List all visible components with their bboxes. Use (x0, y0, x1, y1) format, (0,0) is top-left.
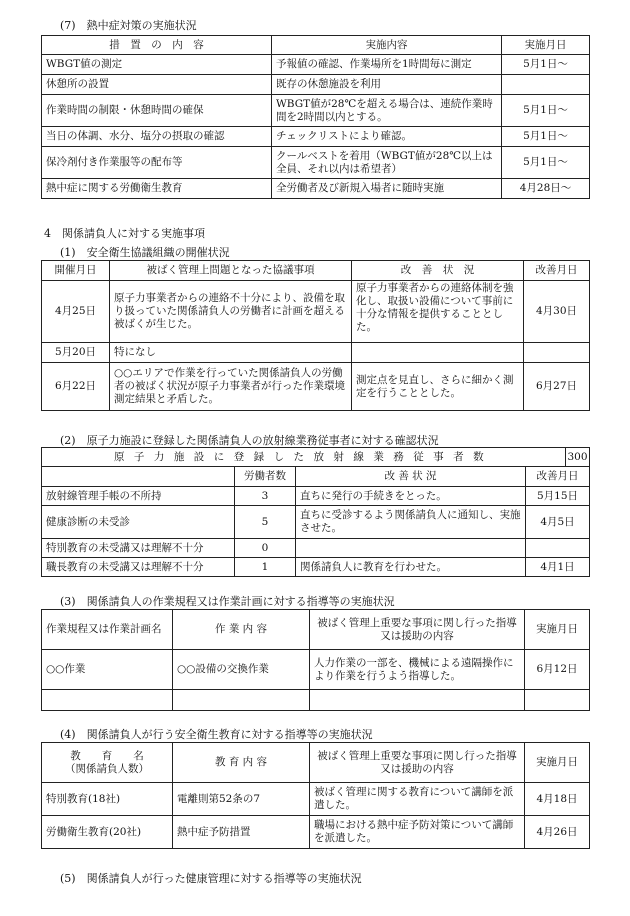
table-cell: 特別教育(18社) (42, 783, 173, 816)
table-cell: 4月25日 (42, 281, 110, 343)
table-cell: 電離則第52条の7 (173, 783, 310, 816)
worker-check-detail-table (41, 466, 590, 577)
table-cell: 職長教育の未受講又は理解不十分 (42, 558, 235, 577)
header-date: 実施月日 (525, 610, 590, 650)
worker-check-table (41, 447, 590, 467)
table-cell: 6月22日 (42, 363, 110, 411)
table-cell (525, 690, 590, 711)
table-cell: 労働衛生教育(20社) (42, 816, 173, 849)
table-cell: 特になし (110, 343, 352, 363)
table-cell: 5月1日～ (502, 95, 590, 127)
table-cell: 5 (235, 506, 296, 539)
table-cell (352, 343, 524, 363)
table-cell: 4月28日～ (502, 179, 590, 199)
section-4-5-title: (5) 関係請負人が行った健康管理に対する指導等の実施状況 (60, 872, 362, 885)
header-work-content: 作 業 内 容 (173, 610, 310, 650)
table-cell: 熱中症予防措置 (173, 816, 310, 849)
header-guidance: 被ばく管理上重要な事項に関し行った指導又は援助の内容 (310, 610, 525, 650)
table-cell: 原子力事業者からの連絡体制を強化し、取扱い設備について事前に十分な情報を提供することとした。 (352, 281, 524, 343)
header-improvement: 改 善 状 況 (296, 467, 526, 487)
table-cell: 放射線管理手帳の不所持 (42, 487, 235, 506)
section-4-4-title: (4) 関係請負人が行う安全衛生教育に対する指導等の実施状況 (60, 728, 373, 741)
table-cell: WBGT値の測定 (42, 55, 272, 75)
table-cell: 人力作業の一部を、機械による遠隔操作により作業を行うよう指導した。 (310, 650, 525, 690)
table-cell: WBGT値が28℃を超える場合は、連続作業時間を2時間以内とする。 (272, 95, 502, 127)
table-cell: 4月1日 (526, 558, 590, 577)
table-cell: 5月1日～ (502, 55, 590, 75)
header-measure: 措 置 の 内 容 (42, 36, 272, 55)
table-cell (173, 690, 310, 711)
table-cell: 4月30日 (524, 281, 590, 343)
header-workers: 労働者数 (235, 467, 296, 487)
header-plan-name: 作業規程又は作業計画名 (42, 610, 173, 650)
header-content: 実施内容 (272, 36, 502, 55)
table-cell: 既存の休憩施設を利用 (272, 75, 502, 95)
table-cell: 保冷剤付き作業服等の配布等 (42, 147, 272, 179)
table-cell: 健康診断の未受診 (42, 506, 235, 539)
table-cell: 0 (235, 539, 296, 558)
table-cell: ○○設備の交換作業 (173, 650, 310, 690)
table-cell (502, 75, 590, 95)
table-cell: 5月15日 (526, 487, 590, 506)
table-cell: 測定点を見直し、さらに細かく測定を行うこととした。 (352, 363, 524, 411)
table-cell: 被ばく管理に関する教育について講師を派遣した。 (310, 783, 525, 816)
table-cell: 作業時間の制限・休憩時間の確保 (42, 95, 272, 127)
registered-workers-label: 原子力施設に登録した放射線業務従事者数 (42, 448, 566, 467)
work-plan-guidance-table (41, 609, 590, 711)
header-improvement: 改 善 状 況 (352, 261, 524, 281)
table-cell: 1 (235, 558, 296, 577)
table-cell: チェックリストにより確認。 (272, 127, 502, 147)
section-4-3-title: (3) 関係請負人の作業規程又は作業計画に対する指導等の実施状況 (60, 595, 395, 608)
table-cell (524, 343, 590, 363)
header-date: 実施月日 (525, 743, 590, 783)
safety-council-table (41, 260, 590, 411)
table-cell: 当日の体調、水分、塩分の摂取の確認 (42, 127, 272, 147)
table-cell (296, 539, 526, 558)
header-blank (42, 467, 235, 487)
table-cell: 休憩所の設置 (42, 75, 272, 95)
table-cell: 直ちに発行の手続きをとった。 (296, 487, 526, 506)
table-cell (526, 539, 590, 558)
table-cell: 5月1日～ (502, 127, 590, 147)
table-cell: 全労働者及び新規入場者に随時実施 (272, 179, 502, 199)
table-cell: 直ちに受診するよう関係請負人に通知し、実施させた。 (296, 506, 526, 539)
header-date: 開催月日 (42, 261, 110, 281)
table-cell: 関係請負人に教育を行わせた。 (296, 558, 526, 577)
section-4-1-title: (1) 安全衛生協議組織の開催状況 (60, 246, 230, 259)
table-cell: 熱中症に関する労働衛生教育 (42, 179, 272, 199)
header-education-name: 教 育 名 （関係請負人数） (42, 743, 173, 783)
header-date: 実施月日 (502, 36, 590, 55)
header-guidance: 被ばく管理上重要な事項に関し行った指導又は援助の内容 (310, 743, 525, 783)
table-cell: 6月27日 (524, 363, 590, 411)
table-cell: 4月26日 (525, 816, 590, 849)
table-cell: クールベストを着用（WBGT値が28℃以上は全員、それ以内は希望者） (272, 147, 502, 179)
table-cell: 3 (235, 487, 296, 506)
table-cell (310, 690, 525, 711)
header-education-content: 教 育 内 容 (173, 743, 310, 783)
header-improve-date: 改善月日 (524, 261, 590, 281)
table-cell (42, 690, 173, 711)
table-cell: ○○エリアで作業を行っていた関係請負人の労働者の被ばく状況が原子力事業者が行った作業環境測定結果と矛盾した。 (110, 363, 352, 411)
table-cell: 4月18日 (525, 783, 590, 816)
table-cell: ○○作業 (42, 650, 173, 690)
registered-workers-count: 300 (566, 448, 590, 467)
table-cell: 原子力事業者からの連絡不十分により、設備を取り扱っていた関係請負人の労働者に計画を超える被ばくが生じた。 (110, 281, 352, 343)
table-cell: 予報値の確認、作業場所を1時間毎に測定 (272, 55, 502, 75)
section-7-title: (7) 熱中症対策の実施状況 (60, 19, 197, 32)
table-cell: 6月12日 (525, 650, 590, 690)
education-guidance-table (41, 742, 590, 849)
table-cell: 5月20日 (42, 343, 110, 363)
table-cell: 5月1日～ (502, 147, 590, 179)
section-4-2-title: (2) 原子力施設に登録した関係請負人の放射線業務従事者に対する確認状況 (60, 434, 439, 447)
section-4-title: 4 関係請負人に対する実施事項 (44, 227, 205, 240)
table-cell: 職場における熱中症予防対策について講師を派遣した。 (310, 816, 525, 849)
heat-measures-table (41, 35, 590, 199)
header-issue: 被ばく管理上問題となった協議事項 (110, 261, 352, 281)
table-cell: 特別教育の未受講又は理解不十分 (42, 539, 235, 558)
header-improve-date: 改善月日 (526, 467, 590, 487)
table-cell: 4月5日 (526, 506, 590, 539)
